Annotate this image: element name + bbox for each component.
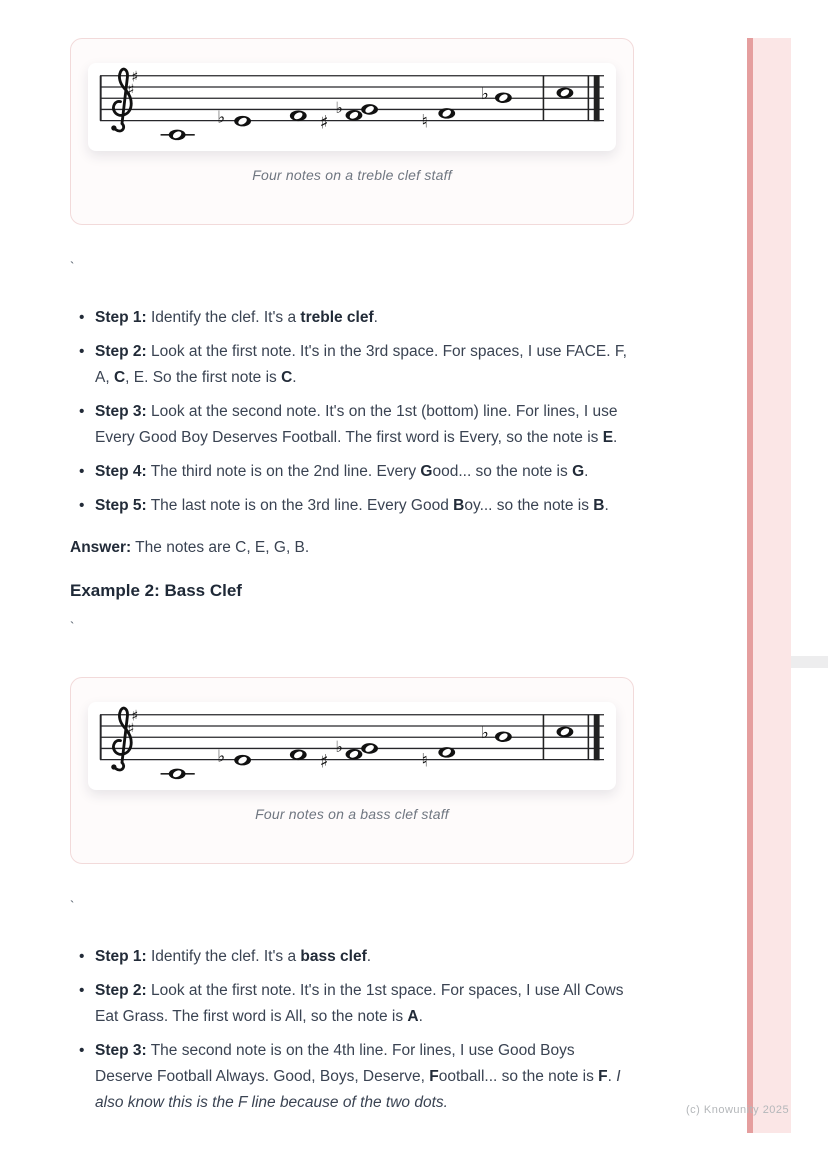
bullet-marker: • [79, 948, 85, 965]
flat-icon [335, 99, 342, 117]
text-segment: , E. So the first note is [125, 369, 282, 386]
svg-text:♭: ♭ [335, 737, 343, 756]
text-segment: I also know this is the F line because of the two dots. [95, 1068, 621, 1111]
whole-note [346, 749, 363, 760]
whole-note [169, 130, 186, 141]
treble-staff-card [88, 63, 616, 151]
whole-note [361, 104, 378, 115]
step-text [95, 339, 634, 391]
document-content [70, 0, 634, 1124]
step-text [95, 1038, 634, 1116]
svg-text:♯: ♯ [319, 751, 329, 773]
svg-text:♯: ♯ [319, 112, 329, 134]
example1-figure [70, 38, 634, 225]
whole-note [169, 769, 186, 780]
watermark-band [753, 38, 791, 1133]
sharp-icon [320, 112, 329, 133]
bullet-marker: • [79, 463, 85, 480]
stray-backtick-3: ` [70, 898, 75, 913]
whole-note [234, 116, 251, 127]
flat-icon [481, 84, 489, 103]
step-text [95, 978, 634, 1030]
steps-list-example2 [70, 944, 634, 1116]
step-item [70, 1038, 634, 1116]
text-segment: ood... so the note is [432, 463, 573, 480]
svg-text:♭: ♭ [480, 723, 489, 743]
bullet-marker: • [79, 309, 85, 326]
text-segment: oy... so the note is [464, 497, 594, 514]
text-segment: Answer: [70, 539, 132, 556]
text-segment: B [453, 497, 465, 514]
stray-backtick-1: ` [70, 259, 75, 274]
whole-note [234, 755, 251, 766]
natural-icon [421, 751, 428, 772]
step-text [95, 459, 634, 485]
svg-text:♯: ♯ [131, 707, 139, 725]
svg-text:♭: ♭ [217, 107, 226, 127]
whole-note [495, 92, 512, 103]
whole-note [290, 111, 307, 122]
text-segment: Step 2: [95, 982, 147, 999]
text-segment: treble clef [300, 309, 374, 326]
text-segment: The notes are C, E, G, B. [131, 539, 310, 556]
text-segment: . [292, 369, 297, 386]
stray-backtick-2: ` [70, 619, 75, 634]
text-segment: . [366, 948, 372, 965]
answer-line [70, 535, 634, 561]
svg-text:♭: ♭ [335, 98, 343, 117]
sharp-icon [320, 751, 329, 772]
bullet-marker: • [79, 1042, 85, 1059]
svg-text:♯: ♯ [127, 720, 135, 738]
text-segment: . [604, 497, 609, 514]
figure-caption: Four notes on a bass clef staff [255, 806, 449, 822]
text-segment: . [418, 1008, 423, 1025]
page-gap-divider [791, 656, 828, 668]
example2-heading: Example 2: Bass Clef [70, 581, 242, 600]
treble-clef-icon [111, 708, 131, 770]
music-staff-image [92, 65, 612, 149]
text-segment: F [429, 1068, 439, 1085]
whole-note [361, 743, 378, 754]
step-item [70, 399, 634, 451]
text-segment: Step 5: [95, 497, 147, 514]
text-segment: Step 2: [95, 343, 147, 360]
svg-text:♯: ♯ [131, 68, 139, 86]
text-segment: Step 4: [95, 463, 147, 480]
bullet-marker: • [79, 343, 85, 360]
whole-note [495, 731, 512, 742]
key-signature-sharp-icons [127, 69, 138, 99]
text-segment: C [281, 369, 293, 386]
whole-note [438, 108, 455, 119]
flat-icon [335, 738, 342, 756]
step-item [70, 459, 634, 485]
step-item [70, 493, 634, 519]
text-segment: Look at the first note. It's in the 1st space. For spaces, I use All Cows Eat Grass. The first word is All, so the note is [95, 982, 624, 1025]
music-staff-image [92, 704, 612, 788]
step-text [95, 493, 634, 519]
natural-icon [421, 112, 428, 133]
step-text [95, 399, 634, 451]
watermark-text: (c) Knowunity 2025 [686, 1104, 790, 1116]
whole-note [346, 110, 363, 121]
bullet-marker: • [79, 403, 85, 420]
figure-caption: Four notes on a treble clef staff [252, 167, 452, 183]
text-segment: Look at the first note. It's in the 3rd space. For spaces, I use FACE. F, A, [95, 343, 627, 386]
bass-staff-holder [92, 704, 612, 788]
step-item [70, 305, 634, 331]
svg-text:♯: ♯ [127, 81, 135, 99]
text-segment: Identify the clef. It's a [146, 948, 301, 965]
text-segment: G [420, 463, 433, 480]
text-segment: G [572, 463, 585, 480]
whole-note [557, 727, 574, 738]
text-segment: A [407, 1008, 419, 1025]
text-segment: Step 1: [95, 309, 147, 326]
whole-note [438, 747, 455, 758]
step-item [70, 978, 634, 1030]
text-segment: Step 3: [95, 1042, 147, 1059]
svg-text:♮: ♮ [421, 750, 428, 772]
text-segment: The second note is on the 4th line. For lines, I use Good Boys Deserve Football Always. Good, Boys, Deserve, [95, 1042, 575, 1085]
flat-icon [217, 108, 225, 127]
whole-note [290, 750, 307, 761]
bullet-marker: • [79, 497, 85, 514]
text-segment: . [613, 429, 618, 446]
text-segment: Look at the second note. It's on the 1st (bottom) line. For lines, I use Every Good Boy Deserves Football. The first word is Every, so the note is [95, 403, 618, 446]
text-segment: B [593, 497, 605, 514]
whole-note [557, 88, 574, 99]
step-text [95, 944, 634, 970]
svg-text:♭: ♭ [480, 84, 489, 104]
text-segment: Step 1: [95, 948, 147, 965]
steps-list-example1 [70, 305, 634, 519]
bass-staff-card [88, 702, 616, 790]
example2-figure [70, 677, 634, 864]
svg-text:♭: ♭ [217, 746, 226, 766]
text-segment: Step 3: [95, 403, 147, 420]
flat-icon [481, 723, 489, 742]
treble-clef-icon [111, 69, 131, 131]
text-segment: C [113, 369, 126, 386]
text-segment: . [584, 463, 589, 480]
text-segment: The third note is on the 2nd line. Every [146, 463, 421, 480]
text-segment: bass clef [300, 948, 367, 965]
step-item [70, 339, 634, 391]
svg-text:♮: ♮ [421, 111, 428, 133]
flat-icon [217, 747, 225, 766]
treble-staff-holder [92, 65, 612, 149]
text-segment: Identify the clef. It's a [146, 309, 301, 326]
text-segment: The last note is on the 3rd line. Every Good [146, 497, 454, 514]
step-item [70, 944, 634, 970]
text-segment: . [607, 1068, 617, 1085]
step-text [95, 305, 634, 331]
text-segment: F [598, 1068, 608, 1085]
watermark-bar [747, 38, 753, 1133]
text-segment: ootball... so the note is [438, 1068, 599, 1085]
key-signature-sharp-icons [127, 708, 138, 738]
bullet-marker: • [79, 982, 85, 999]
text-segment: . [373, 309, 378, 326]
text-segment: E [602, 429, 614, 446]
